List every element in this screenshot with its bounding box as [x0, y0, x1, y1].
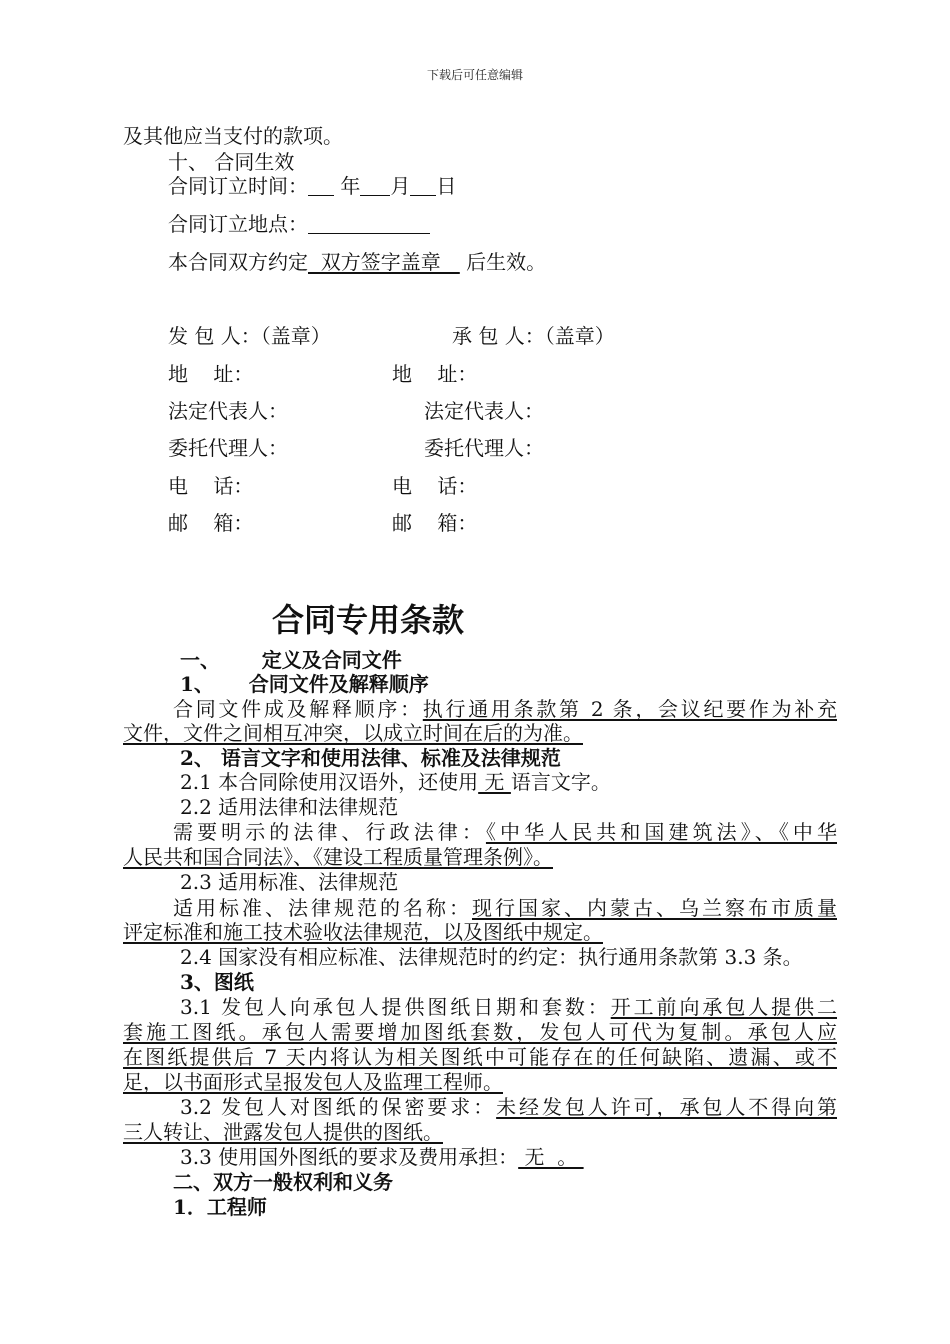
standards-line-2: [123, 920, 837, 944]
month-label: 月: [390, 174, 411, 198]
doc-order-value-2: 文件，文件之间相互冲突，以成立时间在后的为准。: [123, 721, 583, 745]
contractor-agent: 委托代理人：: [424, 436, 544, 460]
drawings-value-2: 套施工图纸。承包人需要增加图纸套数，发包人可代为复制。承包人应: [123, 1020, 837, 1044]
day-blank: [410, 175, 436, 196]
foreign-drawings-value: 无 。: [518, 1145, 584, 1169]
special-terms-title: 合同专用条款: [272, 601, 465, 639]
employer-email: 邮 箱：: [168, 511, 254, 535]
drawings-value-1: 开工前向承包人提供二: [610, 995, 837, 1019]
language-prefix: 2.1 本合同除使用汉语外，还使用: [180, 770, 479, 794]
signing-place-label: 合同订立地点：: [168, 212, 308, 236]
employer-address: 地 址：: [168, 362, 254, 386]
heading-engineer: 1．工程师: [173, 1195, 267, 1219]
heading-rights-obligations: 二、双方一般权利和义务: [173, 1170, 393, 1194]
language-value: 无: [478, 770, 511, 794]
heading-drawings: 3、图纸: [180, 970, 254, 994]
page-header: 下载后可任意编辑: [426, 68, 523, 82]
section-ten-heading: 十、 合同生效: [168, 150, 295, 174]
drawings-line-4: [123, 1070, 837, 1094]
contractor-address: 地 址：: [392, 362, 478, 386]
applicable-law-heading: 2.2 适用法律和法律规范: [180, 795, 399, 819]
doc-order-label: 合同文件成及解释顺序：: [173, 697, 423, 721]
year-blank: [308, 175, 334, 196]
doc-order-line-2: [123, 721, 837, 745]
confidentiality-value-2: 三人转让、泄露发包人提供的图纸。: [123, 1120, 443, 1144]
payment-line: 及其他应当支付的款项。: [123, 124, 343, 148]
laws-value-1: 《中华人民共和国建筑法》、《中华: [485, 820, 837, 844]
drawings-line-2: [123, 1020, 837, 1044]
standards-label: 适用标准、法律规范的名称：: [173, 896, 472, 920]
employer-seal: 发 包 人：（盖章）: [168, 324, 331, 348]
signing-place-blank: [308, 213, 430, 234]
effect-suffix: 后生效。: [459, 250, 547, 274]
month-blank: [360, 175, 390, 196]
employer-legal-rep: 法定代表人：: [168, 399, 288, 423]
effect-line: [168, 250, 546, 274]
standards-value-1: 现行国家、内蒙古、乌兰察布市质量: [472, 896, 837, 920]
day-label: 日: [436, 174, 457, 198]
confidentiality-label: 3.2 发包人对图纸的保密要求：: [180, 1095, 497, 1119]
drawings-line-3: [123, 1045, 837, 1069]
contractor-phone: 电 话：: [392, 474, 478, 498]
laws-label: 需要明示的法律、行政法律：: [173, 820, 486, 844]
contractor-seal: 承 包 人：（盖章）: [452, 324, 615, 348]
doc-order-line-1: [123, 697, 837, 721]
confidentiality-value-1: 未经发包人许可，承包人不得向第: [496, 1095, 837, 1119]
contractor-email: 邮 箱：: [392, 511, 478, 535]
employer-agent: 委托代理人：: [168, 436, 288, 460]
employer-phone: 电 话：: [168, 474, 254, 498]
signing-time-line: [168, 174, 456, 198]
no-standard-agreement: 2.4 国家没有相应标准、法律规范时的约定：执行通用条款第 3.3 条。: [180, 945, 803, 969]
signing-place-line: [168, 212, 430, 236]
foreign-drawings-line: [180, 1145, 584, 1169]
signing-time-label: 合同订立时间：: [168, 174, 308, 198]
heading-definitions: 一、 定义及合同文件: [180, 648, 402, 672]
laws-value-2: 人民共和国合同法》、《建设工程质量管理条例》。: [123, 845, 553, 869]
language-line: [180, 770, 611, 794]
laws-line-1: [123, 820, 837, 844]
standards-value-2: 评定标准和施工技术验收法律规范，以及图纸中规定。: [123, 920, 603, 944]
doc-order-value-1: 执行通用条款第 2 条，会议纪要作为补充: [422, 697, 837, 721]
drawings-line-1: [123, 995, 837, 1019]
effect-value: 双方签字盖章: [308, 250, 460, 274]
confidentiality-line-2: [123, 1120, 837, 1144]
laws-line-2: [123, 845, 837, 869]
standards-heading: 2.3 适用标准、法律规范: [180, 870, 399, 894]
contractor-legal-rep: 法定代表人：: [424, 399, 544, 423]
drawings-value-4: 足，以书面形式呈报发包人及监理工程师。: [123, 1070, 503, 1094]
language-suffix: 语言文字。: [510, 770, 611, 794]
foreign-drawings-label: 3.3 使用国外图纸的要求及费用承担：: [180, 1145, 519, 1169]
drawings-label: 3.1 发包人向承包人提供图纸日期和套数：: [180, 995, 611, 1019]
drawings-value-3: 在图纸提供后 7 天内将认为相关图纸中可能存在的任何缺陷、遗漏、或不: [123, 1045, 837, 1069]
confidentiality-line-1: [123, 1095, 837, 1119]
heading-contract-documents: 1、 合同文件及解释顺序: [180, 672, 429, 696]
effect-prefix: 本合同双方约定: [168, 250, 308, 274]
standards-line-1: [123, 896, 837, 920]
year-label: 年: [340, 174, 361, 198]
heading-language-law: 2、 语言文字和使用法律、标准及法律规范: [180, 746, 561, 770]
